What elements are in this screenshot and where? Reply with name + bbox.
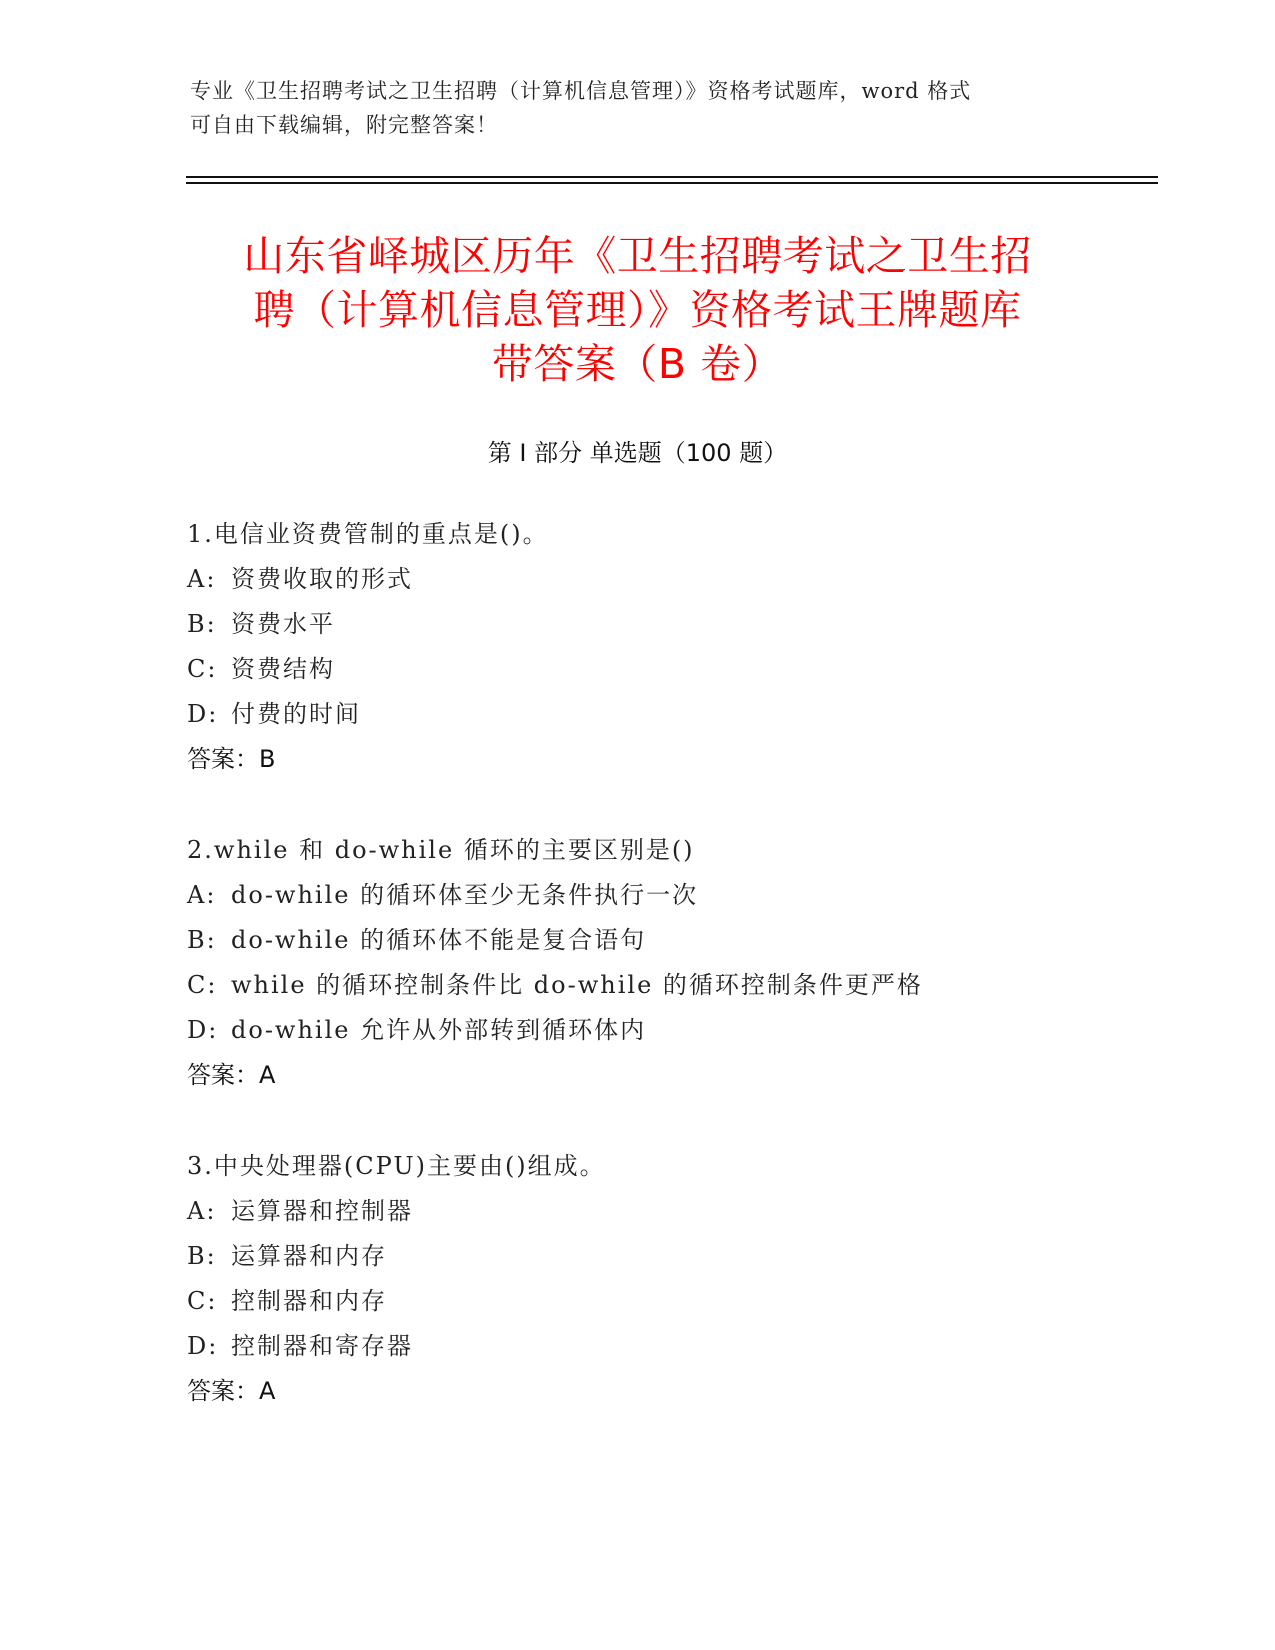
option-letter: B: [187, 610, 217, 638]
option-a [187, 557, 1087, 602]
document-title-line-2: 聘（计算机信息管理）》资格考试王牌题库 [253, 286, 1022, 334]
option-text: 运算器和内存 [231, 1242, 387, 1270]
option-text: do-while 的循环体至少无条件执行一次 [231, 881, 699, 909]
option-c [187, 1279, 1087, 1324]
header-note [190, 74, 1090, 142]
answer-line: 答案：A [187, 1377, 276, 1405]
option-letter: C: [187, 655, 218, 683]
document-title [150, 229, 1125, 391]
option-letter: C: [187, 971, 218, 999]
section-title: 第 I 部分 单选题（100 题） [487, 439, 788, 467]
option-b [187, 1234, 1087, 1279]
option-letter: A: [187, 565, 217, 593]
header-note-line-2: 可自由下载编辑，附完整答案！ [190, 113, 498, 137]
option-text: 资费收取的形式 [231, 565, 413, 593]
document-title-line-1: 山东省峄城区历年《卫生招聘考试之卫生招 [243, 232, 1032, 280]
option-letter: A: [187, 881, 217, 909]
option-text: 控制器和寄存器 [231, 1332, 413, 1360]
option-a [187, 1189, 1087, 1234]
option-text: 付费的时间 [231, 700, 361, 728]
header-note-line-1: 专业《卫生招聘考试之卫生招聘（计算机信息管理）》资格考试题库，word 格式 [190, 79, 972, 103]
option-letter: A: [187, 1197, 217, 1225]
header-rule-bottom [186, 182, 1158, 184]
option-text: 控制器和内存 [231, 1287, 387, 1315]
option-text: 运算器和控制器 [231, 1197, 413, 1225]
option-text: do-while 允许从外部转到循环体内 [231, 1016, 647, 1044]
question-stem: 1.电信业资费管制的重点是()。 [187, 520, 549, 548]
option-text: 资费水平 [231, 610, 335, 638]
option-letter: C: [187, 1287, 218, 1315]
option-d [187, 1324, 1087, 1369]
option-text: while 的循环控制条件比 do-while 的循环控制条件更严格 [231, 971, 923, 999]
question-stem: 3.中央处理器(CPU)主要由()组成。 [187, 1152, 606, 1180]
option-letter: B: [187, 1242, 217, 1270]
question-1 [187, 512, 1087, 782]
document-title-line-3: 带答案（B 卷） [491, 340, 784, 388]
header-rule-top [186, 176, 1158, 178]
option-b [187, 602, 1087, 647]
answer-line: 答案：A [187, 1061, 276, 1089]
option-b [187, 918, 1087, 963]
option-text: do-while 的循环体不能是复合语句 [231, 926, 647, 954]
question-3 [187, 1144, 1087, 1414]
option-d [187, 692, 1087, 737]
question-2 [187, 828, 1087, 1098]
option-letter: D: [187, 1016, 219, 1044]
option-letter: D: [187, 1332, 219, 1360]
question-stem: 2.while 和 do-while 循环的主要区别是() [187, 836, 695, 864]
option-c [187, 647, 1087, 692]
option-letter: B: [187, 926, 217, 954]
option-a [187, 873, 1087, 918]
option-text: 资费结构 [231, 655, 335, 683]
answer-line: 答案：B [187, 745, 276, 773]
option-c [187, 963, 1087, 1008]
option-letter: D: [187, 700, 219, 728]
option-d [187, 1008, 1087, 1053]
